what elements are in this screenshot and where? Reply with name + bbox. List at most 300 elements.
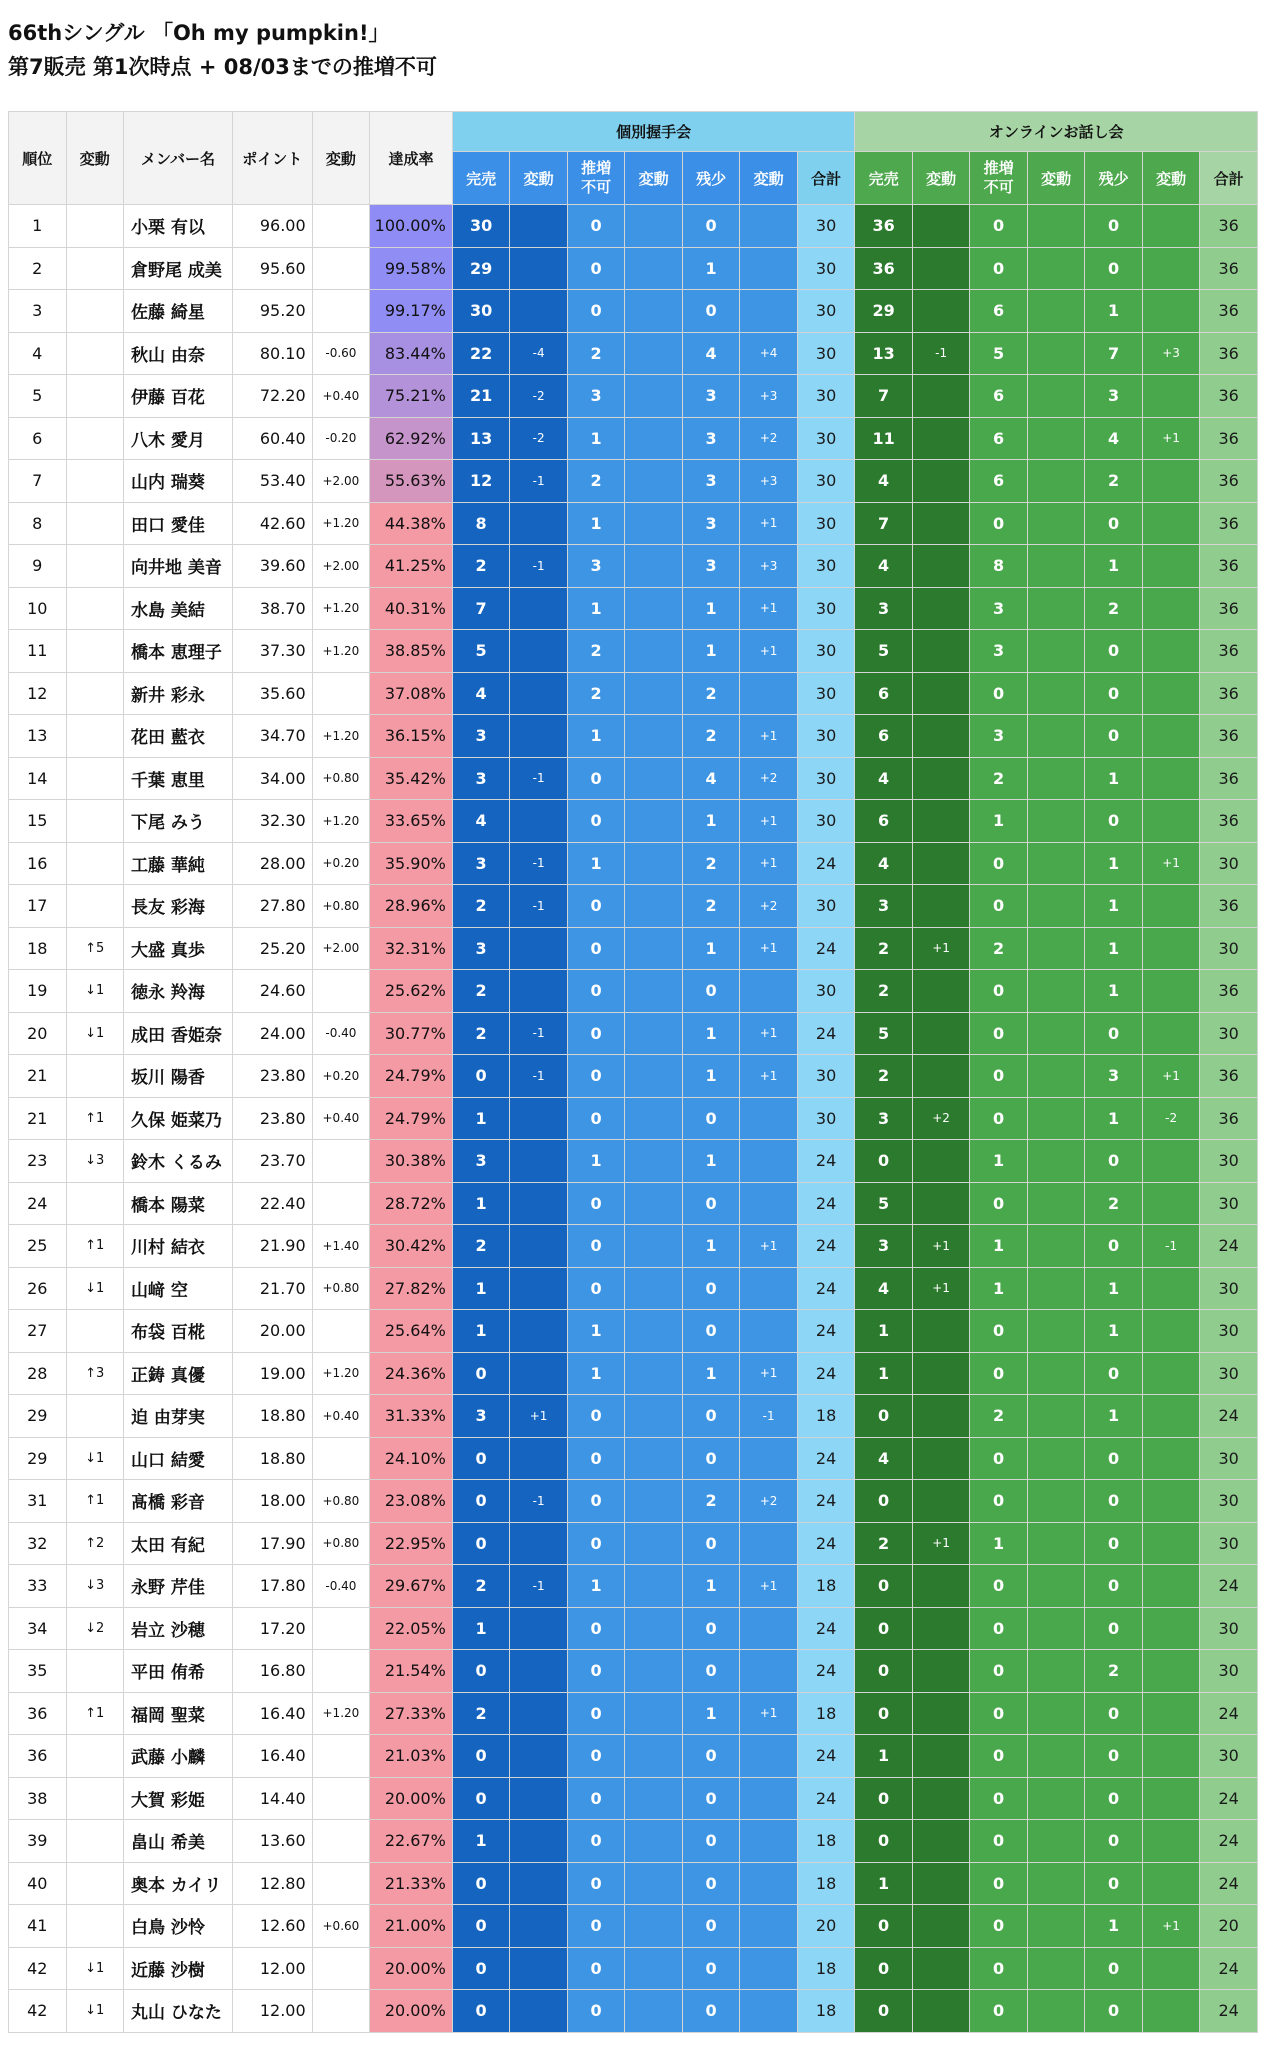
ind-remaining-change-cell (740, 672, 798, 715)
ind-cannot-add-cell: 2 (567, 630, 625, 673)
table-row (9, 1055, 1258, 1098)
ind-remaining-cell: 0 (682, 1820, 740, 1863)
rank-cell: 33 (9, 1565, 67, 1608)
ind-cannot-add-change-cell (625, 1905, 683, 1948)
table-row (9, 1735, 1258, 1778)
table-row (9, 1820, 1258, 1863)
ind-sold-out-change-cell (510, 1225, 568, 1268)
onl-remaining-cell: 0 (1085, 1522, 1143, 1565)
ind-total-cell: 30 (797, 247, 855, 290)
move-cell (66, 587, 124, 630)
rate-cell: 22.67% (370, 1820, 453, 1863)
point-change-cell: +1.20 (312, 1352, 370, 1395)
onl-cannot-add-cell: 5 (970, 332, 1028, 375)
onl-sold-out-change-cell (912, 842, 970, 885)
table-row (9, 205, 1258, 248)
onl-total-cell: 30 (1200, 1480, 1258, 1523)
onl-total-cell: 24 (1200, 1225, 1258, 1268)
ind-cannot-add-cell: 0 (567, 1225, 625, 1268)
ind-cannot-add-change-cell (625, 885, 683, 928)
onl-total-cell: 30 (1200, 1140, 1258, 1183)
onl-cannot-add-cell: 0 (970, 885, 1028, 928)
onl-cannot-add-cell: 0 (970, 1820, 1028, 1863)
onl-sold-out-change-cell (912, 1820, 970, 1863)
rank-cell: 21 (9, 1097, 67, 1140)
points-cell: 20.00 (232, 1310, 312, 1353)
ind-remaining-cell: 3 (682, 417, 740, 460)
onl-cannot-add-cell: 8 (970, 545, 1028, 588)
onl-sold-out-cell: 0 (855, 1820, 913, 1863)
ind-sold-out-cell: 1 (452, 1097, 510, 1140)
ind-remaining-change-cell: +1 (740, 1692, 798, 1735)
onl-remaining-cell: 1 (1085, 290, 1143, 333)
onl-sold-out-change-cell (912, 1395, 970, 1438)
rate-cell: 40.31% (370, 587, 453, 630)
onl-total-cell: 36 (1200, 502, 1258, 545)
header-onl-change-3: 変動 (1142, 152, 1200, 205)
onl-remaining-change-cell (1142, 1310, 1200, 1353)
ind-total-cell: 24 (797, 1310, 855, 1353)
onl-cannot-add-cell: 1 (970, 1522, 1028, 1565)
table-row (9, 1352, 1258, 1395)
ind-sold-out-change-cell (510, 1905, 568, 1948)
ind-total-cell: 24 (797, 1437, 855, 1480)
onl-sold-out-change-cell (912, 1140, 970, 1183)
onl-cannot-add-change-cell (1027, 587, 1085, 630)
ind-remaining-change-cell (740, 247, 798, 290)
ind-sold-out-cell: 2 (452, 885, 510, 928)
ind-remaining-change-cell: +1 (740, 1352, 798, 1395)
onl-remaining-change-cell (1142, 1735, 1200, 1778)
point-change-cell: +1.40 (312, 1225, 370, 1268)
onl-remaining-change-cell (1142, 1650, 1200, 1693)
onl-sold-out-change-cell (912, 1055, 970, 1098)
point-change-cell: +0.80 (312, 1480, 370, 1523)
move-cell (66, 715, 124, 758)
points-cell: 14.40 (232, 1777, 312, 1820)
point-change-cell (312, 1777, 370, 1820)
ind-remaining-change-cell: +4 (740, 332, 798, 375)
move-cell (66, 417, 124, 460)
point-change-cell: +0.20 (312, 842, 370, 885)
onl-total-cell: 24 (1200, 1777, 1258, 1820)
ind-sold-out-cell: 3 (452, 1140, 510, 1183)
table-row (9, 1565, 1258, 1608)
ind-remaining-change-cell: +1 (740, 1012, 798, 1055)
ind-cannot-add-cell: 0 (567, 757, 625, 800)
ind-cannot-add-change-cell (625, 1820, 683, 1863)
ind-cannot-add-change-cell (625, 375, 683, 418)
ind-total-cell: 24 (797, 842, 855, 885)
table-row (9, 1692, 1258, 1735)
ind-sold-out-cell: 3 (452, 715, 510, 758)
member-name-cell: 川村 結衣 (124, 1225, 233, 1268)
points-cell: 21.70 (232, 1267, 312, 1310)
onl-cannot-add-change-cell (1027, 417, 1085, 460)
rank-cell: 27 (9, 1310, 67, 1353)
page-titles (8, 16, 437, 84)
ind-cannot-add-change-cell (625, 1607, 683, 1650)
onl-remaining-cell: 0 (1085, 1990, 1143, 2033)
rate-cell: 75.21% (370, 375, 453, 418)
ind-sold-out-change-cell (510, 1777, 568, 1820)
ind-remaining-cell: 0 (682, 1395, 740, 1438)
onl-sold-out-cell: 3 (855, 587, 913, 630)
ind-sold-out-cell: 2 (452, 1565, 510, 1608)
table-row (9, 1905, 1258, 1948)
ind-total-cell: 30 (797, 1055, 855, 1098)
move-cell: ↓1 (66, 1947, 124, 1990)
ind-remaining-change-cell (740, 970, 798, 1013)
ind-total-cell: 24 (797, 1777, 855, 1820)
points-cell: 95.20 (232, 290, 312, 333)
onl-sold-out-change-cell (912, 1607, 970, 1650)
point-change-cell (312, 205, 370, 248)
points-cell: 13.60 (232, 1820, 312, 1863)
ind-sold-out-cell: 0 (452, 1055, 510, 1098)
point-change-cell: +1.20 (312, 630, 370, 673)
rank-cell: 17 (9, 885, 67, 928)
point-change-cell: +0.40 (312, 1395, 370, 1438)
ind-sold-out-cell: 1 (452, 1182, 510, 1225)
member-name-cell: 丸山 ひなた (124, 1990, 233, 2033)
onl-cannot-add-change-cell (1027, 1225, 1085, 1268)
onl-sold-out-cell: 5 (855, 630, 913, 673)
onl-total-cell: 30 (1200, 842, 1258, 885)
onl-cannot-add-change-cell (1027, 290, 1085, 333)
onl-cannot-add-cell: 2 (970, 1395, 1028, 1438)
rate-cell: 20.00% (370, 1777, 453, 1820)
member-name-cell: 白鳥 沙怜 (124, 1905, 233, 1948)
onl-cannot-add-change-cell (1027, 1310, 1085, 1353)
points-cell: 25.20 (232, 927, 312, 970)
rank-cell: 34 (9, 1607, 67, 1650)
onl-sold-out-change-cell (912, 1905, 970, 1948)
move-cell (66, 332, 124, 375)
table-row (9, 757, 1258, 800)
onl-total-cell: 24 (1200, 1862, 1258, 1905)
member-name-cell: 工藤 華純 (124, 842, 233, 885)
points-cell: 16.40 (232, 1735, 312, 1778)
rate-cell: 35.42% (370, 757, 453, 800)
onl-sold-out-change-cell: +2 (912, 1097, 970, 1140)
member-name-cell: 向井地 美音 (124, 545, 233, 588)
ind-sold-out-change-cell: -1 (510, 757, 568, 800)
onl-remaining-cell: 1 (1085, 970, 1143, 1013)
member-name-cell: 迫 由芽実 (124, 1395, 233, 1438)
onl-cannot-add-change-cell (1027, 1267, 1085, 1310)
rank-cell: 8 (9, 502, 67, 545)
onl-sold-out-cell: 6 (855, 715, 913, 758)
move-cell: ↓3 (66, 1140, 124, 1183)
onl-cannot-add-cell: 1 (970, 1225, 1028, 1268)
ind-cannot-add-change-cell (625, 1522, 683, 1565)
rate-cell: 37.08% (370, 672, 453, 715)
onl-sold-out-change-cell (912, 800, 970, 843)
ind-sold-out-change-cell (510, 587, 568, 630)
rate-cell: 41.25% (370, 545, 453, 588)
ind-cannot-add-cell: 0 (567, 1395, 625, 1438)
ind-remaining-change-cell: +2 (740, 417, 798, 460)
ind-remaining-cell: 0 (682, 290, 740, 333)
ind-cannot-add-change-cell (625, 460, 683, 503)
onl-cannot-add-cell: 0 (970, 842, 1028, 885)
move-cell (66, 1777, 124, 1820)
rank-cell: 10 (9, 587, 67, 630)
ind-sold-out-cell: 0 (452, 1650, 510, 1693)
ind-sold-out-change-cell (510, 290, 568, 333)
onl-remaining-change-cell (1142, 1607, 1200, 1650)
onl-total-cell: 30 (1200, 1310, 1258, 1353)
ind-remaining-change-cell: +1 (740, 800, 798, 843)
onl-sold-out-cell: 4 (855, 460, 913, 503)
rate-cell: 24.79% (370, 1055, 453, 1098)
ind-remaining-cell: 0 (682, 1990, 740, 2033)
onl-remaining-cell: 1 (1085, 545, 1143, 588)
ind-sold-out-cell: 0 (452, 1522, 510, 1565)
ind-total-cell: 30 (797, 970, 855, 1013)
table-row (9, 1777, 1258, 1820)
onl-cannot-add-change-cell (1027, 630, 1085, 673)
ind-cannot-add-change-cell (625, 1267, 683, 1310)
header-ind-sold-out: 完売 (452, 152, 510, 205)
ind-sold-out-change-cell: -1 (510, 885, 568, 928)
ind-cannot-add-cell: 0 (567, 1862, 625, 1905)
ind-cannot-add-cell: 0 (567, 1650, 625, 1693)
points-cell: 32.30 (232, 800, 312, 843)
ind-cannot-add-cell: 0 (567, 1607, 625, 1650)
ind-remaining-change-cell (740, 1140, 798, 1183)
member-name-cell: 太田 有紀 (124, 1522, 233, 1565)
ind-cannot-add-change-cell (625, 247, 683, 290)
onl-cannot-add-cell: 1 (970, 1267, 1028, 1310)
onl-remaining-change-cell (1142, 800, 1200, 843)
point-change-cell: +1.20 (312, 800, 370, 843)
member-name-cell: 岩立 沙穂 (124, 1607, 233, 1650)
onl-sold-out-change-cell (912, 1310, 970, 1353)
ind-remaining-cell: 1 (682, 1692, 740, 1735)
ind-cannot-add-change-cell (625, 545, 683, 588)
ind-remaining-change-cell: +1 (740, 502, 798, 545)
move-cell: ↑1 (66, 1480, 124, 1523)
onl-sold-out-cell: 4 (855, 545, 913, 588)
ind-total-cell: 30 (797, 1097, 855, 1140)
onl-sold-out-change-cell: +1 (912, 1522, 970, 1565)
member-name-cell: 鈴木 くるみ (124, 1140, 233, 1183)
ind-remaining-cell: 3 (682, 375, 740, 418)
ind-remaining-cell: 0 (682, 1862, 740, 1905)
onl-sold-out-change-cell (912, 1692, 970, 1735)
onl-sold-out-change-cell (912, 1012, 970, 1055)
ind-sold-out-cell: 3 (452, 1395, 510, 1438)
member-name-cell: 久保 姫菜乃 (124, 1097, 233, 1140)
member-name-cell: 橋本 陽菜 (124, 1182, 233, 1225)
ind-sold-out-cell: 12 (452, 460, 510, 503)
ind-remaining-change-cell (740, 205, 798, 248)
ind-remaining-change-cell (740, 1182, 798, 1225)
onl-cannot-add-cell: 0 (970, 1692, 1028, 1735)
header-ind-change-1: 変動 (510, 152, 568, 205)
onl-remaining-change-cell (1142, 1352, 1200, 1395)
ind-remaining-cell: 1 (682, 1565, 740, 1608)
onl-total-cell: 30 (1200, 1522, 1258, 1565)
ind-sold-out-change-cell (510, 1140, 568, 1183)
onl-sold-out-cell: 0 (855, 1480, 913, 1523)
onl-sold-out-cell: 0 (855, 1947, 913, 1990)
move-cell (66, 1905, 124, 1948)
onl-remaining-cell: 0 (1085, 1012, 1143, 1055)
move-cell: ↑1 (66, 1097, 124, 1140)
ind-remaining-change-cell: +3 (740, 460, 798, 503)
ind-sold-out-cell: 2 (452, 1012, 510, 1055)
ind-cannot-add-cell: 1 (567, 842, 625, 885)
onl-remaining-cell: 0 (1085, 1862, 1143, 1905)
onl-cannot-add-change-cell (1027, 1182, 1085, 1225)
point-change-cell (312, 1735, 370, 1778)
onl-cannot-add-change-cell (1027, 927, 1085, 970)
point-change-cell (312, 1820, 370, 1863)
ind-remaining-change-cell: +1 (740, 715, 798, 758)
point-change-cell (312, 970, 370, 1013)
ind-remaining-change-cell (740, 1267, 798, 1310)
onl-cannot-add-change-cell (1027, 1735, 1085, 1778)
ranking-table (8, 111, 1258, 2033)
rate-cell: 30.38% (370, 1140, 453, 1183)
points-cell: 19.00 (232, 1352, 312, 1395)
onl-remaining-cell: 0 (1085, 715, 1143, 758)
move-cell (66, 502, 124, 545)
point-change-cell: -0.40 (312, 1012, 370, 1055)
points-cell: 27.80 (232, 885, 312, 928)
onl-sold-out-cell: 6 (855, 672, 913, 715)
onl-cannot-add-change-cell (1027, 332, 1085, 375)
header-group-online: オンラインお話し会 (855, 112, 1258, 152)
point-change-cell (312, 1607, 370, 1650)
ind-sold-out-cell: 1 (452, 1607, 510, 1650)
member-name-cell: 布袋 百椛 (124, 1310, 233, 1353)
onl-total-cell: 36 (1200, 885, 1258, 928)
onl-remaining-cell: 1 (1085, 757, 1143, 800)
onl-total-cell: 30 (1200, 1650, 1258, 1693)
table-row (9, 1650, 1258, 1693)
ind-total-cell: 24 (797, 1735, 855, 1778)
table-row (9, 1947, 1258, 1990)
member-name-cell: 八木 愛月 (124, 417, 233, 460)
onl-cannot-add-change-cell (1027, 970, 1085, 1013)
rate-cell: 24.10% (370, 1437, 453, 1480)
onl-total-cell: 36 (1200, 332, 1258, 375)
header-onl-cannot-add: 推増 不可 (970, 152, 1028, 205)
ind-total-cell: 24 (797, 1182, 855, 1225)
rank-cell: 15 (9, 800, 67, 843)
onl-total-cell: 30 (1200, 1012, 1258, 1055)
ind-remaining-cell: 0 (682, 1905, 740, 1948)
move-cell: ↑1 (66, 1692, 124, 1735)
onl-total-cell: 36 (1200, 1055, 1258, 1098)
onl-sold-out-change-cell (912, 247, 970, 290)
points-cell: 23.80 (232, 1055, 312, 1098)
onl-total-cell: 30 (1200, 927, 1258, 970)
onl-total-cell: 24 (1200, 1692, 1258, 1735)
onl-remaining-change-cell (1142, 290, 1200, 333)
table-row (9, 1140, 1258, 1183)
rate-cell: 99.17% (370, 290, 453, 333)
point-change-cell: +0.40 (312, 1097, 370, 1140)
onl-cannot-add-cell: 0 (970, 1735, 1028, 1778)
ind-remaining-cell: 0 (682, 1947, 740, 1990)
onl-cannot-add-change-cell (1027, 1352, 1085, 1395)
ind-cannot-add-change-cell (625, 1650, 683, 1693)
rank-cell: 26 (9, 1267, 67, 1310)
ind-remaining-cell: 1 (682, 1352, 740, 1395)
onl-cannot-add-cell: 6 (970, 460, 1028, 503)
member-name-cell: 田口 愛佳 (124, 502, 233, 545)
onl-total-cell: 36 (1200, 587, 1258, 630)
rank-cell: 29 (9, 1437, 67, 1480)
table-row (9, 1480, 1258, 1523)
rate-cell: 21.00% (370, 1905, 453, 1948)
onl-cannot-add-change-cell (1027, 1437, 1085, 1480)
ind-remaining-change-cell: +1 (740, 842, 798, 885)
ind-sold-out-cell: 1 (452, 1820, 510, 1863)
onl-cannot-add-change-cell (1027, 800, 1085, 843)
ind-total-cell: 30 (797, 757, 855, 800)
onl-remaining-change-cell (1142, 1395, 1200, 1438)
rate-cell: 100.00% (370, 205, 453, 248)
onl-total-cell: 24 (1200, 1947, 1258, 1990)
points-cell: 34.70 (232, 715, 312, 758)
point-change-cell: +1.20 (312, 715, 370, 758)
ind-remaining-change-cell (740, 1905, 798, 1948)
onl-sold-out-cell: 2 (855, 970, 913, 1013)
ind-sold-out-change-cell (510, 1820, 568, 1863)
ind-total-cell: 30 (797, 715, 855, 758)
points-cell: 12.00 (232, 1990, 312, 2033)
title-line-2: 第7販売 第1次時点 + 08/03までの推増不可 (8, 55, 437, 79)
ind-cannot-add-change-cell (625, 1225, 683, 1268)
ind-remaining-cell: 2 (682, 1480, 740, 1523)
rate-cell: 30.77% (370, 1012, 453, 1055)
ind-total-cell: 24 (797, 927, 855, 970)
ind-cannot-add-change-cell (625, 842, 683, 885)
onl-remaining-change-cell (1142, 502, 1200, 545)
rank-cell: 3 (9, 290, 67, 333)
onl-total-cell: 36 (1200, 757, 1258, 800)
header-move: 変動 (66, 112, 124, 205)
onl-remaining-cell: 2 (1085, 1182, 1143, 1225)
onl-remaining-cell: 0 (1085, 1225, 1143, 1268)
onl-cannot-add-cell: 0 (970, 1862, 1028, 1905)
rank-cell: 31 (9, 1480, 67, 1523)
rate-cell: 32.31% (370, 927, 453, 970)
onl-cannot-add-cell: 6 (970, 375, 1028, 418)
move-cell (66, 1182, 124, 1225)
ind-total-cell: 30 (797, 885, 855, 928)
ind-sold-out-change-cell (510, 205, 568, 248)
ind-remaining-change-cell: +1 (740, 1055, 798, 1098)
ind-cannot-add-change-cell (625, 1055, 683, 1098)
onl-remaining-change-cell: +1 (1142, 1905, 1200, 1948)
ind-total-cell: 24 (797, 1012, 855, 1055)
onl-cannot-add-change-cell (1027, 545, 1085, 588)
header-name: メンバー名 (124, 112, 233, 205)
onl-cannot-add-change-cell (1027, 1055, 1085, 1098)
onl-cannot-add-change-cell (1027, 1862, 1085, 1905)
rank-cell: 35 (9, 1650, 67, 1693)
ind-remaining-change-cell (740, 1777, 798, 1820)
onl-sold-out-cell: 5 (855, 1182, 913, 1225)
onl-total-cell: 36 (1200, 417, 1258, 460)
